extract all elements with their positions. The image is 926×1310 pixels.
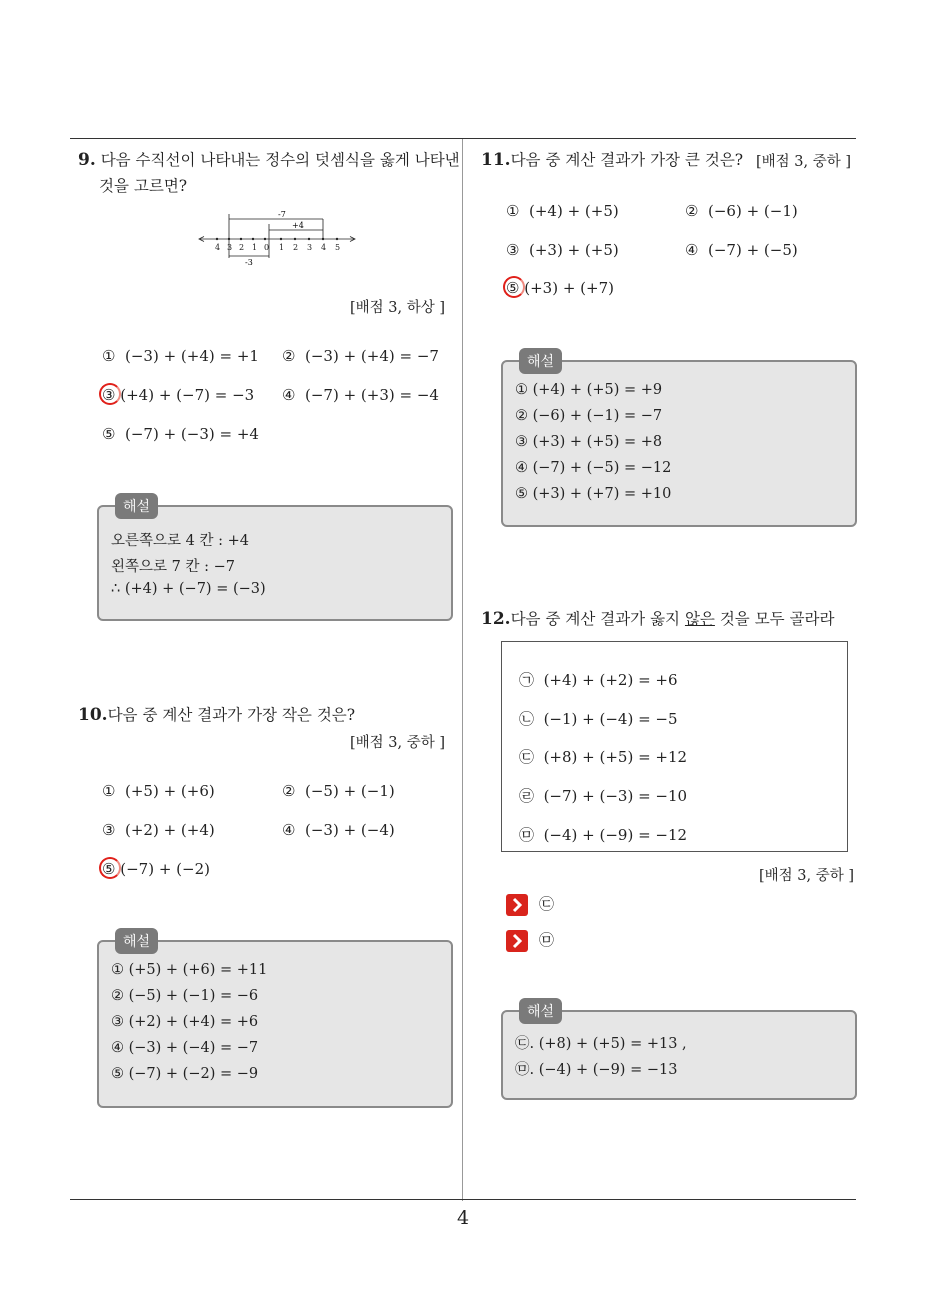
- choice-expr: (−7) + (+3) = −4: [305, 386, 439, 404]
- q12-option: [519, 708, 678, 729]
- tick-label: 2: [293, 243, 299, 252]
- tick-label: 0: [264, 243, 270, 252]
- choice-number: ③: [506, 241, 520, 259]
- q10-title: [78, 702, 355, 728]
- page-number: 4: [456, 1207, 470, 1229]
- q11-solution-box: [501, 354, 857, 527]
- q11-choice-1[interactable]: [506, 202, 619, 220]
- q10-meta: [배점 3, 중하 ]: [350, 735, 446, 751]
- solution-tag: 해설: [115, 928, 158, 954]
- choice-expr: (+3) + (+7): [524, 279, 614, 297]
- choice-number: ①: [102, 782, 116, 800]
- option-expr: (−1) + (−4) = −5: [543, 710, 678, 728]
- option-label: ㉢: [519, 748, 535, 766]
- choice-number: ⑤: [102, 425, 116, 443]
- q12-option: [519, 669, 678, 690]
- choice-expr: (−3) + (+4) = −7: [305, 347, 439, 365]
- choice-expr: (+4) + (+5): [529, 202, 619, 220]
- answer-arrow-icon: [506, 894, 528, 916]
- q10-text: 다음 중 계산 결과가 가장 작은 것은?: [107, 706, 356, 724]
- q9-meta: [배점 3, 하상 ]: [350, 300, 446, 316]
- tick-label: 4: [321, 243, 327, 252]
- solution-line: ① (+4) + (+5) = +9: [515, 382, 663, 398]
- column-divider: [462, 139, 463, 1201]
- q10-choice-2[interactable]: [282, 782, 395, 800]
- choice-expr: (+3) + (+5): [529, 241, 619, 259]
- choice-expr: (−5) + (−1): [305, 782, 395, 800]
- choice-number: ⑤: [506, 279, 520, 297]
- q11-choice-5[interactable]: [506, 279, 614, 297]
- q12-answer-1: ㉢: [539, 895, 555, 913]
- choice-expr: (−6) + (−1): [708, 202, 798, 220]
- tick-label: 4: [215, 243, 221, 252]
- q11-number: 11.: [481, 150, 511, 170]
- solution-tag: 해설: [115, 493, 158, 519]
- q12-text-before: 다음 중 계산 결과가 옳지: [510, 610, 685, 628]
- choice-number: ②: [282, 782, 296, 800]
- tick-label: 3: [307, 243, 313, 252]
- choice-number: ②: [685, 202, 699, 220]
- tick-label: 3: [227, 243, 233, 252]
- q12-option: [519, 785, 687, 806]
- choice-expr: (+2) + (+4): [125, 821, 215, 839]
- solution-line: ㉢. (+8) + (+5) = +13 ,: [515, 1036, 687, 1052]
- mid-label: +4: [292, 221, 304, 230]
- q9-choice-3[interactable]: [102, 386, 254, 404]
- q12-text-underlined: 않은: [684, 610, 715, 628]
- choice-number: ③: [102, 821, 116, 839]
- solution-line: ④ (−7) + (−5) = −12: [515, 460, 672, 476]
- q12-options-box: [501, 641, 848, 852]
- q12-meta: [배점 3, 중하 ]: [759, 868, 855, 884]
- bottom-rule: [70, 1199, 856, 1200]
- q10-choice-5[interactable]: [102, 860, 210, 878]
- choice-expr: (−3) + (−4): [305, 821, 395, 839]
- solution-line: ㉤. (−4) + (−9) = −13: [515, 1062, 678, 1078]
- q9-solution-box: [97, 499, 453, 621]
- choice-expr: (−7) + (−2): [120, 860, 210, 878]
- top-label: -7: [278, 210, 286, 219]
- q10-number: 10.: [78, 705, 108, 725]
- q9-choice-5[interactable]: [102, 425, 259, 443]
- selected-circle-mark: [506, 279, 519, 297]
- choice-expr: (−7) + (−3) = +4: [125, 425, 259, 443]
- selected-circle-mark: [102, 386, 115, 404]
- q12-number: 12.: [481, 609, 511, 629]
- choice-number: ①: [506, 202, 520, 220]
- choice-expr: (−3) + (+4) = +1: [125, 347, 259, 365]
- answer-arrow-icon: [506, 930, 528, 952]
- choice-number: ⑤: [102, 860, 116, 878]
- q11-text: 다음 중 계산 결과가 가장 큰 것은?: [510, 151, 744, 169]
- selected-circle-mark: [102, 860, 115, 878]
- choice-number: ④: [685, 241, 699, 259]
- q9-text-line1: 다음 수직선이 나타내는 정수의 덧셈식을 옳게 나타낸: [100, 151, 460, 169]
- q11-choice-3[interactable]: [506, 241, 619, 259]
- q11-meta: [배점 3, 중하 ]: [756, 154, 852, 170]
- choice-number: ③: [102, 386, 116, 404]
- solution-line: ② (−6) + (−1) = −7: [515, 408, 663, 424]
- solution-line: ⑤ (+3) + (+7) = +10: [515, 486, 672, 502]
- q10-choice-4[interactable]: [282, 821, 395, 839]
- q9-choice-4[interactable]: [282, 386, 439, 404]
- q12-text-after: 것을 모두 골라라: [714, 610, 835, 628]
- choice-number: ①: [102, 347, 116, 365]
- choice-expr: (+4) + (−7) = −3: [120, 386, 255, 404]
- q9-title: [78, 147, 460, 173]
- q9-text-line2: 것을 고르면?: [99, 177, 188, 195]
- q10-solution-box: [97, 934, 453, 1108]
- tick-label: 1: [252, 243, 258, 252]
- q9-number: 9.: [78, 150, 96, 170]
- q11-choice-4[interactable]: [685, 241, 798, 259]
- solution-tag: 해설: [519, 998, 562, 1024]
- tick-label: 2: [239, 243, 245, 252]
- tick-label: 1: [279, 243, 285, 252]
- option-label: ㉠: [519, 671, 535, 689]
- choice-number: ②: [282, 347, 296, 365]
- choice-expr: (−7) + (−5): [708, 241, 798, 259]
- solution-line: ① (+5) + (+6) = +11: [111, 962, 268, 978]
- solution-line: ② (−5) + (−1) = −6: [111, 988, 259, 1004]
- choice-expr: (+5) + (+6): [125, 782, 215, 800]
- q12-option: [519, 824, 687, 845]
- choice-number: ④: [282, 821, 296, 839]
- q12-option: [519, 746, 687, 767]
- option-expr: (+8) + (+5) = +12: [543, 748, 688, 766]
- q11-choice-2[interactable]: [685, 202, 798, 220]
- q12-solution-box: [501, 1004, 857, 1100]
- q12-answer-2: ㉤: [539, 931, 555, 949]
- option-expr: (−4) + (−9) = −12: [543, 826, 688, 844]
- bottom-label: -3: [245, 258, 253, 267]
- option-label: ㉤: [519, 826, 535, 844]
- option-label: ㉣: [519, 787, 535, 805]
- q10-choice-3[interactable]: [102, 821, 215, 839]
- q9-choice-2[interactable]: [282, 347, 439, 365]
- option-expr: (+4) + (+2) = +6: [543, 671, 678, 689]
- solution-tag: 해설: [519, 348, 562, 374]
- solution-line: ④ (−3) + (−4) = −7: [111, 1040, 259, 1056]
- option-label: ㉡: [519, 710, 535, 728]
- choice-number: ④: [282, 386, 296, 404]
- solution-line: ⑤ (−7) + (−2) = −9: [111, 1066, 259, 1082]
- q10-choice-1[interactable]: [102, 782, 215, 800]
- q12-title: [481, 606, 835, 632]
- solution-line: 오른쪽으로 4 칸 : +4: [111, 533, 249, 549]
- q9-number-line-figure: [196, 206, 358, 268]
- option-expr: (−7) + (−3) = −10: [543, 787, 688, 805]
- solution-line: ∴ (+4) + (−7) = (−3): [111, 581, 266, 597]
- solution-line: ③ (+3) + (+5) = +8: [515, 434, 663, 450]
- top-rule: [70, 138, 856, 139]
- solution-line: 왼쪽으로 7 칸 : −7: [111, 559, 235, 575]
- tick-label: 5: [335, 243, 341, 252]
- q9-choice-1[interactable]: [102, 347, 259, 365]
- q11-title: [481, 147, 743, 173]
- solution-line: ③ (+2) + (+4) = +6: [111, 1014, 259, 1030]
